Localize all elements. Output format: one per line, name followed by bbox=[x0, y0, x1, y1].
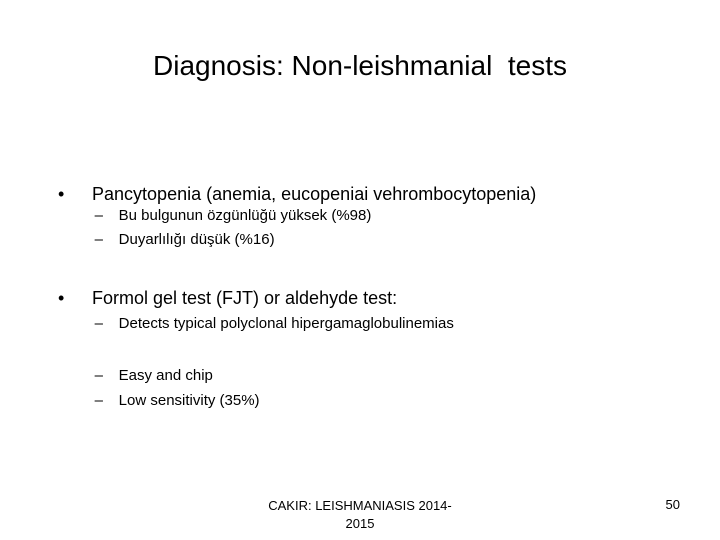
sub-bullet-text: Easy and chip bbox=[118, 367, 213, 384]
bullet-marker: • bbox=[58, 288, 65, 308]
footer-line-2: 2015 bbox=[345, 516, 375, 531]
sub-bullet-text: Duyarlılığı düşük (%16) bbox=[118, 231, 275, 248]
slide-footer bbox=[240, 497, 480, 533]
bullet-marker: • bbox=[58, 184, 65, 204]
bullet-text: Formol gel test (FJT) or aldehyde test: bbox=[92, 288, 398, 308]
sub-bullet-marker: – bbox=[94, 231, 104, 248]
sub-bullet-text: Bu bulgunun özgünlüğü yüksek (%98) bbox=[118, 207, 372, 224]
sub-bullet-item bbox=[78, 214, 275, 265]
sub-bullet-text: Detects typical polyclonal hipergamaglobulinemias bbox=[118, 315, 454, 332]
footer-line-1: CAKIR: LEISHMANIASIS 2014- bbox=[268, 498, 452, 513]
sub-bullet-item bbox=[78, 298, 454, 349]
sub-bullet-text: Low sensitivity (35%) bbox=[118, 392, 260, 409]
sub-bullet-item bbox=[78, 375, 260, 426]
sub-bullet-marker: – bbox=[94, 367, 104, 384]
page-number: 50 bbox=[665, 497, 680, 512]
sub-bullet-marker: – bbox=[94, 207, 104, 224]
sub-bullet-marker: – bbox=[94, 392, 104, 409]
sub-bullet-marker: – bbox=[94, 315, 104, 332]
slide-title: Diagnosis: Non-leishmanial tests bbox=[153, 50, 567, 81]
bullet-text: Pancytopenia (anemia, eucopeniai vehrombocytopenia) bbox=[92, 184, 537, 204]
